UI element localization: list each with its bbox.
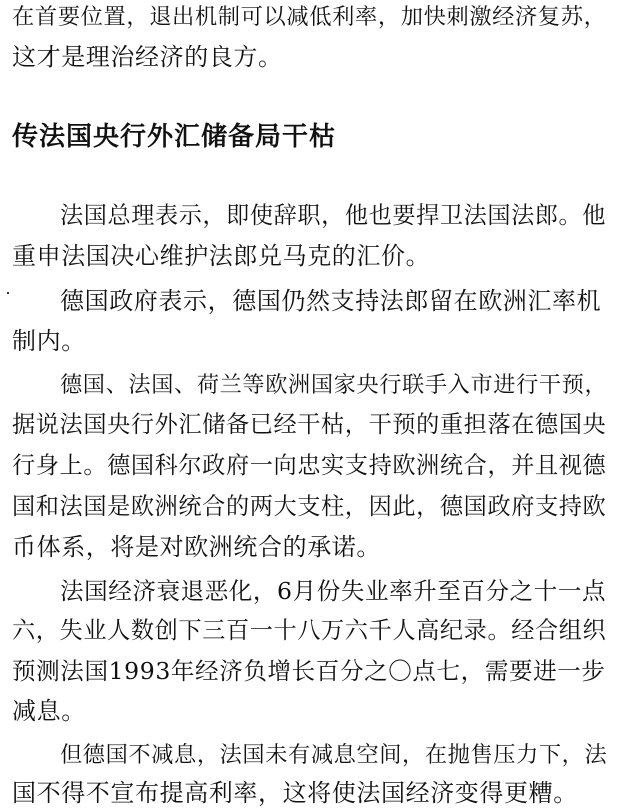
paragraph-4-line-2: 六，失业人数创下三百一十八万六千人高纪录。经合组织 xyxy=(12,617,607,644)
paragraph-1-line-1: 法国总理表示，即使辞职，他也要捍卫法国法郎。他 xyxy=(60,203,607,229)
section-title: 传法国央行外汇储备局干枯 xyxy=(12,122,337,152)
paragraph-1-line-2: 重申法国决心维护法郎兑马克的汇价。 xyxy=(12,242,431,270)
scan-speck xyxy=(7,292,9,294)
paragraph-3-line-5: 币体系，将是对欧洲统合的承诺。 xyxy=(12,533,381,561)
paragraph-4-line-1: 法国经济衰退恶化，6月份失业率升至百分之十一点 xyxy=(60,577,607,605)
paragraph-5-line-2: 国不得不宣布提高利率，这将使法国经济变得更糟。 xyxy=(12,779,578,807)
paragraph-5-line-1: 但德国不减息，法国未有减息空间，在抛售压力下，法 xyxy=(60,742,608,768)
paragraph-3-line-3: 行身上。德国科尔政府一向忠实支持欧洲统合，并且视德 xyxy=(12,452,607,479)
intro-line-1: 在首要位置，退出机制可以减低利率，加快刺激经济复苏， xyxy=(12,4,607,30)
paragraph-4-line-4: 减息。 xyxy=(12,697,86,725)
paragraph-3-line-1: 德国、法国、荷兰等欧洲国家央行联手入市进行干预， xyxy=(60,372,608,398)
paragraph-2-line-1: 德国政府表示，德国仍然支持法郎留在欧洲汇率机 xyxy=(60,287,602,315)
paragraph-3-line-4: 国和法国是欧洲统合的两大支柱，因此，德国政府支持欧 xyxy=(12,493,607,520)
paragraph-4-line-3: 预测法国1993年经济负增长百分之〇点七，需要进一步 xyxy=(12,657,606,685)
paragraph-3-line-2: 据说法国央行外汇储备已经干枯，干预的重担落在德国央 xyxy=(12,411,607,438)
intro-line-2: 这才是理治经济的良方。 xyxy=(12,43,283,71)
paragraph-2-line-2: 制内。 xyxy=(12,327,86,355)
